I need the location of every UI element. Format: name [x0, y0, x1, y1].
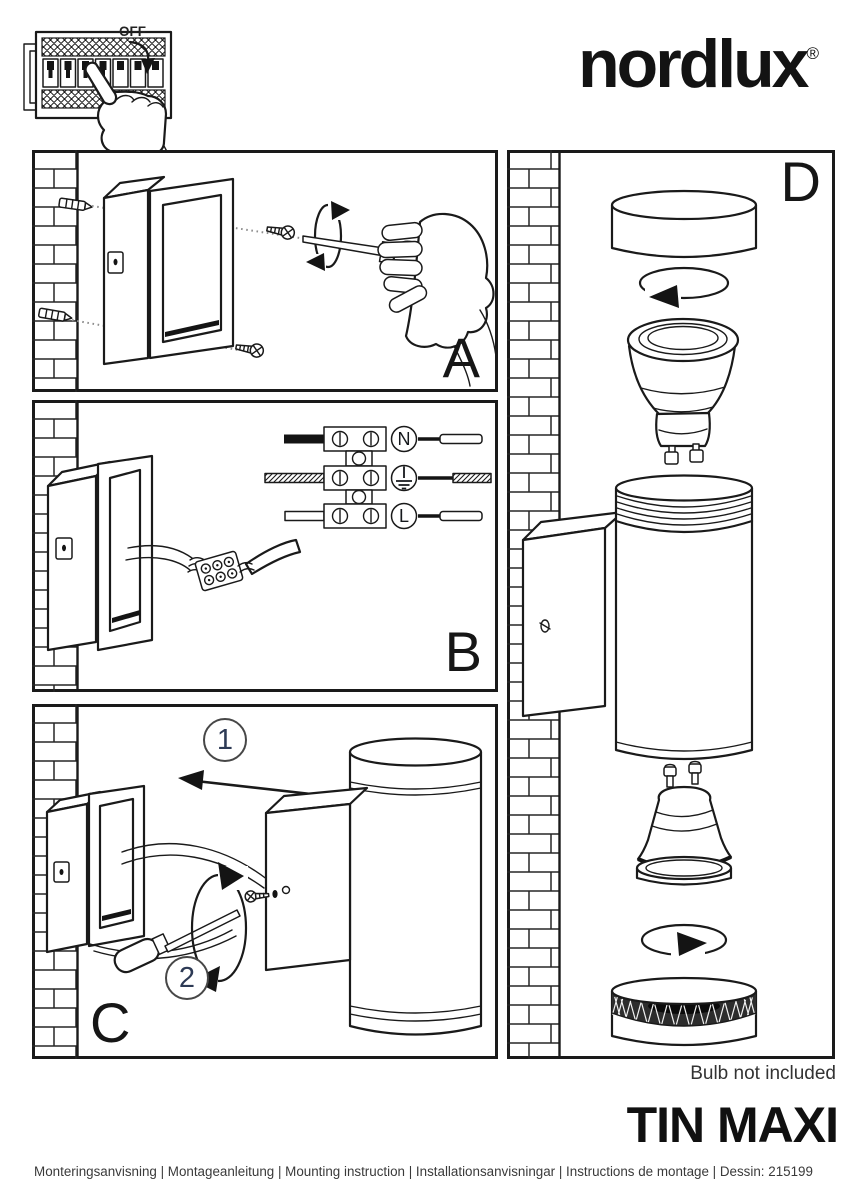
step-2-number: 2 — [178, 961, 196, 994]
bulb-note: Bulb not included — [690, 1063, 836, 1084]
live-wire — [285, 512, 324, 521]
terminal-block — [324, 427, 386, 451]
front-cover — [612, 191, 756, 257]
wiring-diagram — [265, 427, 491, 529]
panel-b-label: B — [444, 620, 482, 683]
step-1-badge — [203, 718, 247, 762]
wire-ferrule — [440, 435, 482, 444]
panel-a-label: A — [442, 326, 480, 389]
rear-cover — [612, 978, 756, 1045]
terminal-block — [324, 504, 386, 528]
off-label: OFF — [119, 24, 146, 39]
registered-mark: ® — [806, 44, 819, 63]
lamp-body — [350, 739, 481, 1035]
brand-logo — [578, 26, 819, 102]
panel-d — [507, 150, 835, 1059]
gu10-pin — [665, 452, 678, 464]
power-off-illustration — [16, 14, 194, 166]
live-label: L — [398, 506, 410, 526]
lamp-cylinder — [616, 476, 752, 760]
earth-symbol-icon — [392, 466, 417, 491]
neutral-label: N — [397, 429, 411, 449]
screw-hole — [272, 890, 277, 898]
brand-name: nordlux — [578, 26, 807, 102]
wire-ferrule — [440, 512, 482, 521]
panel-b — [32, 400, 498, 692]
footer-line: Monteringsanvisning | Montageanleitung | Mounting instruction | Installationsanvisningar | Instructions de montage | Dessin: 215199 — [34, 1164, 813, 1179]
panel-c-label: C — [90, 991, 131, 1054]
panel-a — [32, 150, 498, 392]
step-2-badge — [165, 956, 209, 1000]
neutral-wire — [284, 435, 324, 444]
panel-c — [32, 704, 498, 1059]
terminal-block — [324, 466, 386, 490]
panel-d-label: D — [780, 150, 821, 213]
step-1-number: 1 — [216, 723, 234, 756]
mounting-plate — [47, 786, 144, 952]
mounting-plate — [48, 456, 152, 650]
fuse-box — [24, 32, 178, 166]
product-name: TIN MAXI — [626, 1097, 838, 1153]
gu10-pin — [690, 450, 703, 462]
gu10-pin — [664, 767, 676, 776]
gu10-pin — [689, 764, 701, 773]
fuse-box-bracket — [24, 44, 36, 110]
mounting-plate — [104, 177, 233, 364]
